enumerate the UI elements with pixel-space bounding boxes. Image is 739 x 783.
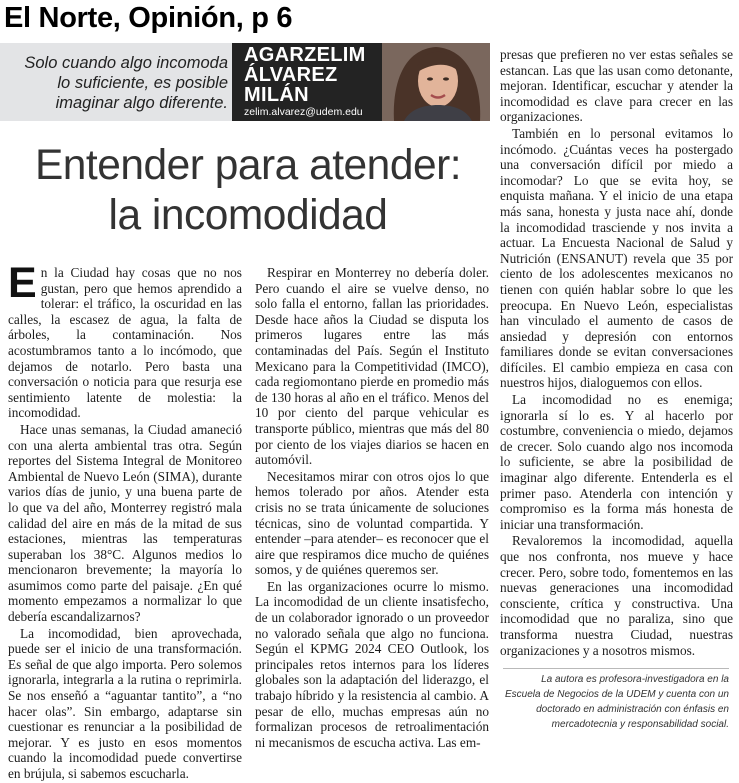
article-paragraph: En las organizaciones ocurre lo mismo. La incomodidad de un cliente insatisfecho, de un colaborador ignorado o un proveedor no valorado señala que algo no funciona. Según el KPMG 2024 CEO Outlook, los principales retos internos para los líderes globales son la adaptación del liderazgo, el trabajo híbrido y la resistencia al cambio. A pesar de ello, muchas empresas aún no formalizan procesos de retroalimentación ni mecanismos de escucha activa. Las em-: [255, 578, 489, 750]
publication-source: El Norte, Opinión, p 6: [4, 2, 293, 34]
author-bio: La autora es profesora-investigadora en la Escuela de Negocios de la UDEM y cuenta con un doctorado en administración con énfasis en mercadotecnia y responsabilidad social.: [503, 668, 729, 732]
article-headline: [8, 141, 488, 241]
article-column-1: [8, 259, 242, 783]
article-paragraph: La incomodidad no es enemiga; ignorarla sí lo es. Y al hacerlo por costumbre, conveniencia o miedo, dejamos de crecer. Solo cuando algo nos incomoda lo suficiente, se abre la posibilidad de imaginar algo diferente. Entenderla es el primer paso. Atenderla con intención y compromiso es la forma más honesta de iniciar una transformación.: [500, 392, 733, 532]
pull-quote-band: [0, 43, 490, 121]
article-paragraph: presas que prefieren no ver estas señales se estancan. Las que las usan como detonante, mejoran. Identificar, escuchar y atender la incomodidad es clave para crecer en las organizaciones.: [500, 47, 733, 125]
paragraph-text: n la Ciudad hay cosas que no nos gustan, pero que hemos aprendido a tolerar: el tráfico, la oscuridad en las calles, la escasez de agua, la falta de árboles, la contaminación. Nos acostumbramos tanto a lo incómodo, que dejamos de notarlo. Pero basta una conversación o noticia para que resurja ese sentimiento latente de molestia: la incomodidad.: [8, 265, 242, 421]
pull-quote-line: imaginar algo diferente.: [55, 94, 228, 112]
author-name: [244, 45, 366, 105]
pull-quote-line: lo suficiente, es posible: [57, 74, 228, 92]
pull-quote: [0, 53, 228, 113]
article-paragraph: Necesitamos mirar con otros ojos lo que hemos tolerado por años. Atender esta crisis no se trata únicamente de soluciones técnicas, sino de voluntad compartida. Y entender –para atender– es reconocer que el aire que respiramos dice mucho de quiénes somos, y de quiénes queremos ser.: [255, 468, 489, 578]
article-column-2: [255, 265, 489, 751]
author-box: [232, 43, 490, 121]
article-paragraph: La incomodidad, bien aprovechada, puede ser el inicio de una transformación. Es señal de que algo importa. Pero solemos ignorarla, integrarla a la rutina o reprimirla. Se nos enseñó a “aguantar tantito”, a “no hacer olas”. Sin embargo, adaptarse sin cuestionar es renunciar a la posibilidad de mejorar. Y es justo en esos momentos cuando la incomodidad puede convertirse en brújula, si sabemos escucharla.: [8, 625, 242, 781]
author-name-line: MILÁN: [244, 84, 309, 106]
headline-line: Entender para atender:: [34, 142, 462, 189]
drop-cap: E: [8, 259, 37, 307]
article-paragraph: Respirar en Monterrey no debería doler. Pero cuando el aire se vuelve denso, no solo falla el entorno, fallan las prioridades. Desde hace años la Ciudad se disputa los primeros lugares entre las más contaminadas del País. Según el Instituto Mexicano para la Competitividad (IMCO), cada regiomontano pierde en promedio más de 130 horas al año en el tráfico. Menos del 10 por ciento del parque vehicular es transporte público, mientras que más del 80 por ciento de los viajes diarios se hacen en automóvil.: [255, 265, 489, 468]
author-email: zelim.alvarez@udem.edu: [244, 106, 363, 118]
author-name-line: AGARZELIM: [244, 44, 366, 66]
pull-quote-line: Solo cuando algo incomoda: [24, 54, 228, 72]
author-name-line: ÁLVAREZ: [244, 64, 338, 86]
article-paragraph: También en lo personal evitamos lo incómodo. ¿Cuántas veces ha postergado una conversación difícil por miedo a incomodar? Lo que se evita hoy, se enquista mañana. Y el inicio de una etapa más sana, honesta y justa nace ahí, donde la incomodidad trasciende y nos invita a actuar. La Encuesta Nacional de Salud y Nutrición (ENSANUT) revela que 35 por ciento de los adolescentes mexicanos no tienen con quién hablar sobre lo que les preocupa. En Nuevo León, especialistas han vinculado el aumento de casos de ansiedad y depresión con entornos familiares donde se evitan conversaciones difíciles. El cambio empieza en casa con nuestros hijos, dialoguemos con ellos.: [500, 125, 733, 391]
article-column-3: [500, 47, 733, 659]
author-portrait: [382, 43, 490, 121]
article-paragraph: [8, 259, 242, 421]
headline-line: la incomodidad: [108, 192, 388, 239]
article-paragraph: Hace unas semanas, la Ciudad amaneció con una alerta ambiental tras otra. Según reportes del Sistema Integral de Monitoreo Ambiental de Nuevo León (SIMA), durante varios días de junio, y una buena parte de lo que va del año, Monterrey registró mala calidad del aire en más de la mitad de sus estaciones, mientras las temperaturas superaban los 38°C. Algunos medios lo mencionaron brevemente; la mayoría lo asumimos como parte del paisaje. ¿En qué momento empezamos a normalizar lo que debería escandalizarnos?: [8, 421, 242, 625]
article-paragraph: Revaloremos la incomodidad, aquella que nos confronta, nos mueve y hace crecer. Pero, sobre todo, fomentemos en las nuevas generaciones una incomodidad consciente, crítica y constructiva. Una incomodidad que no paraliza, sino que transforma nuestra Ciudad, nuestras organizaciones y a nosotros mismos.: [500, 533, 733, 658]
